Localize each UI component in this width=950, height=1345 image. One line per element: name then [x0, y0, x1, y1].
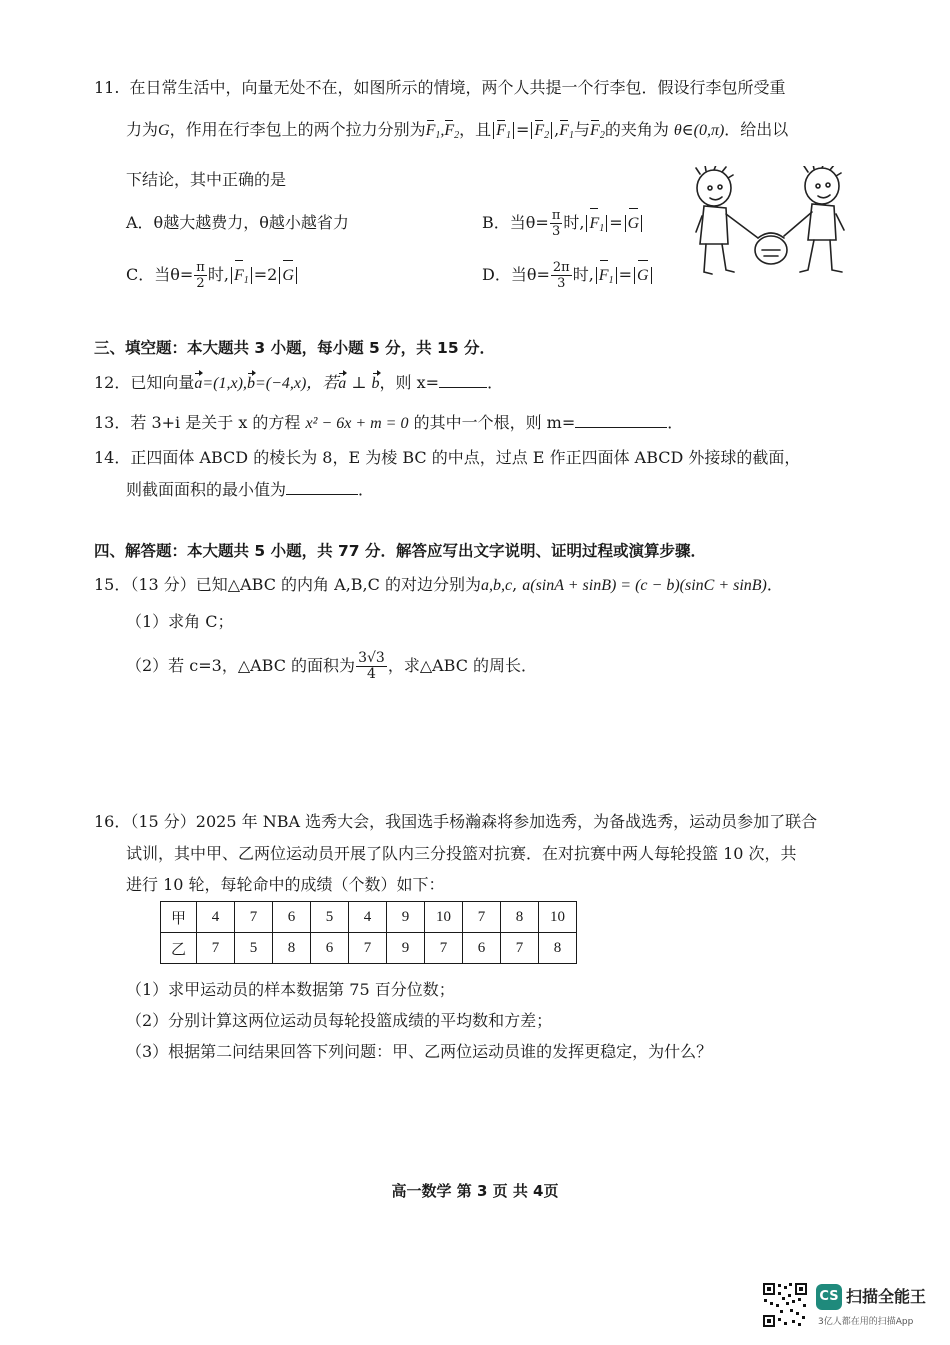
q11-option-a: A．θ越大越费力，θ越小越省力 — [126, 213, 349, 232]
q14-line2: 则截面面积的最小值为 ． — [126, 480, 375, 499]
table-cell: 9 — [387, 902, 425, 933]
luggage-cartoon-illustration — [686, 166, 856, 284]
q11-line2: 力为G，作用在行李包上的两个拉力分别为$F_1,F_2$，且 $F_1 = F_2$ $,F_1$与$F_2$的夹角为 θ∈(0,π)．给出以 — [126, 120, 789, 141]
score-table — [160, 901, 577, 964]
q13: 13．若 3+i 是关于 x 的方程 x² − 6x + m = 0 的其中一个根，则 m= ． — [94, 413, 684, 432]
q11-line3: 下结论，其中正确的是 — [126, 170, 287, 189]
table-cell: 5 — [235, 933, 273, 964]
section3-heading: 三、填空题：本大题共 3 小题，每小题 5 分，共 15 分． — [94, 339, 496, 357]
q15-part2: （2）若 c=3，△ABC 的面积为 $\frac{3√3}{4}$ ，求△ABC 的周长． — [126, 650, 538, 682]
table-cell: 8 — [273, 933, 311, 964]
table-row-yi — [161, 933, 577, 964]
q16-part3: （3）根据第二问结果回答下列问题：甲、乙两位运动员谁的发挥更稳定，为什么？ — [126, 1042, 713, 1061]
camscanner-name: 扫描全能王 — [846, 1287, 927, 1306]
page-footer: 高一数学 第 3 页 共 4页 — [391, 1182, 559, 1200]
row-label: 甲 — [161, 902, 197, 933]
table-cell: 10 — [425, 902, 463, 933]
q12: 12．已知向量a=(1,x),b=(−4,x)，若a ⊥ b，则 x= ． — [94, 371, 503, 396]
table-cell: 4 — [349, 902, 387, 933]
qr-code-icon — [762, 1282, 808, 1328]
row-label: 乙 — [161, 933, 197, 964]
camscanner-logo: CS — [816, 1284, 842, 1310]
q14-answer-blank[interactable] — [286, 479, 358, 495]
table-cell: 5 — [311, 902, 349, 933]
table-cell: 9 — [387, 933, 425, 964]
table-cell: 7 — [425, 933, 463, 964]
table-cell: 7 — [235, 902, 273, 933]
camscanner-tagline: 3亿人都在用的扫描App — [818, 1317, 914, 1327]
q15-stem: 15．（13 分）已知△ABC 的内角 A,B,C 的对边分别为a,b,c, a(sinA + sinB) = (c − b)(sinC + sinB)． — [94, 575, 783, 594]
q16-line3: 进行 10 轮，每轮命中的成绩（个数）如下： — [126, 875, 445, 894]
table-cell: 8 — [501, 902, 539, 933]
table-row-jia — [161, 902, 577, 933]
table-cell: 4 — [197, 902, 235, 933]
q12-answer-blank[interactable] — [439, 372, 487, 388]
q13-answer-blank[interactable] — [575, 412, 667, 428]
q15-part1: （1）求角 C； — [126, 612, 234, 631]
q16-part2: （2）分别计算这两位运动员每轮投篮成绩的平均数和方差； — [126, 1011, 553, 1030]
table-cell: 7 — [349, 933, 387, 964]
q11-option-d: D．当θ= $\frac{2\pi}{3}$ 时, $F_1 = G$ — [482, 258, 654, 298]
table-cell: 7 — [501, 933, 539, 964]
table-cell: 7 — [197, 933, 235, 964]
table-cell: 10 — [539, 902, 577, 933]
q16-line1: 16．（15 分）2025 年 NBA 选秀大会，我国选手杨瀚森将参加选秀，为备战选秀，运动员参加了联合 — [94, 812, 818, 831]
q16-part1: （1）求甲运动员的样本数据第 75 百分位数； — [126, 980, 455, 999]
q11-option-b: B．当θ= $\frac{\pi}{3}$ 时, $F_1 = G$ — [482, 206, 644, 246]
section4-heading: 四、解答题：本大题共 5 小题，共 77 分．解答应写出文字说明、证明过程或演算步骤． — [94, 542, 706, 560]
table-cell: 8 — [539, 933, 577, 964]
q14-line1: 14．正四面体 ABCD 的棱长为 8，E 为棱 BC 的中点，过点 E 作正四面体 ABCD 外接球的截面， — [94, 448, 801, 467]
q11-line1: 11. 在日常生活中，向量无处不在，如图所示的情境，两个人共提一个行李包．假设行李包所受重 — [94, 78, 786, 97]
q16-line2: 试训，其中甲、乙两位运动员开展了队内三分投篮对抗赛．在对抗赛中两人每轮投篮 10 次，共 — [126, 844, 797, 863]
q11-option-c: C．当θ= $\frac{\pi}{2}$ 时, $F_1 =2$ G — [126, 258, 299, 298]
table-cell: 6 — [463, 933, 501, 964]
table-cell: 6 — [273, 902, 311, 933]
table-cell: 7 — [463, 902, 501, 933]
table-cell: 6 — [311, 933, 349, 964]
